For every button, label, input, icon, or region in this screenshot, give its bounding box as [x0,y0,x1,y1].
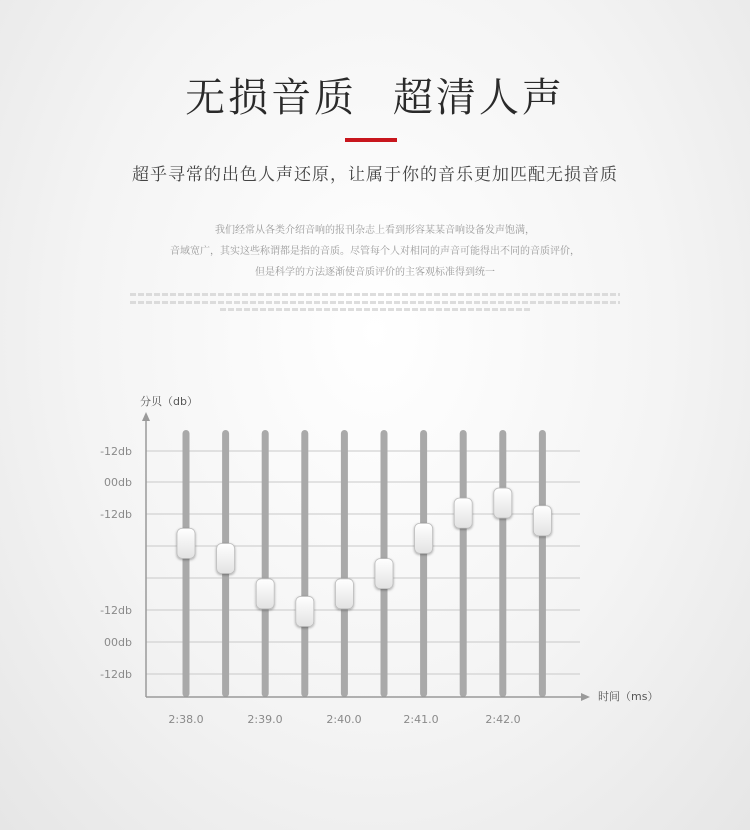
slider-knob[interactable] [494,488,512,518]
slider-knob[interactable] [375,559,393,589]
slider-knob[interactable] [533,506,551,536]
x-tick-label: 2:39.0 [247,713,283,726]
x-axis-arrow-icon [581,693,590,701]
slider-track [183,430,190,697]
title-left: 无损音质 [185,75,358,121]
slider-track [301,430,308,697]
description-line-1: 我们经常从各类介绍音响的报刊杂志上看到形容某某音响设备发声饱满， [215,225,535,236]
slider-knob[interactable] [217,544,235,574]
x-axis-label: 时间（ms） [598,690,659,703]
y-tick-label: -12db [100,604,132,617]
slider-knob[interactable] [177,528,195,558]
description-line-2: 音域宽广，其实这些称谓都是指的音质。尽管每个人对相同的声音可能得出不同的音质评价， [170,246,580,257]
y-tick-label: 00db [104,636,132,649]
x-tick-label: 2:38.0 [168,713,204,726]
y-tick-label: -12db [100,508,132,521]
slider-track [262,430,269,697]
y-tick-label: -12db [100,668,132,681]
y-axis-label: 分贝（db） [140,395,198,408]
slider-track [460,430,467,697]
slider-track [499,430,506,697]
slider-knob[interactable] [296,596,314,626]
slider-track [341,430,348,697]
description-line-3: 但是科学的方法逐渐使音质评价的主客观标准得到统一 [255,267,495,278]
x-tick-label: 2:42.0 [485,713,521,726]
slider-track [420,430,427,697]
x-tick-label: 2:41.0 [403,713,439,726]
slider-knob[interactable] [454,498,472,528]
y-tick-label: 00db [104,476,132,489]
slider-knob[interactable] [335,579,353,609]
x-tick-label: 2:40.0 [326,713,362,726]
slider-knob[interactable] [415,523,433,553]
slider-track [539,430,546,697]
y-tick-label: -12db [100,445,132,458]
y-axis-arrow-icon [142,412,150,421]
slider-knob[interactable] [256,579,274,609]
title-right: 超清人声 [392,75,565,121]
subtitle: 超乎寻常的出色人声还原，让属于你的音乐更加匹配无损音质 [132,165,618,185]
